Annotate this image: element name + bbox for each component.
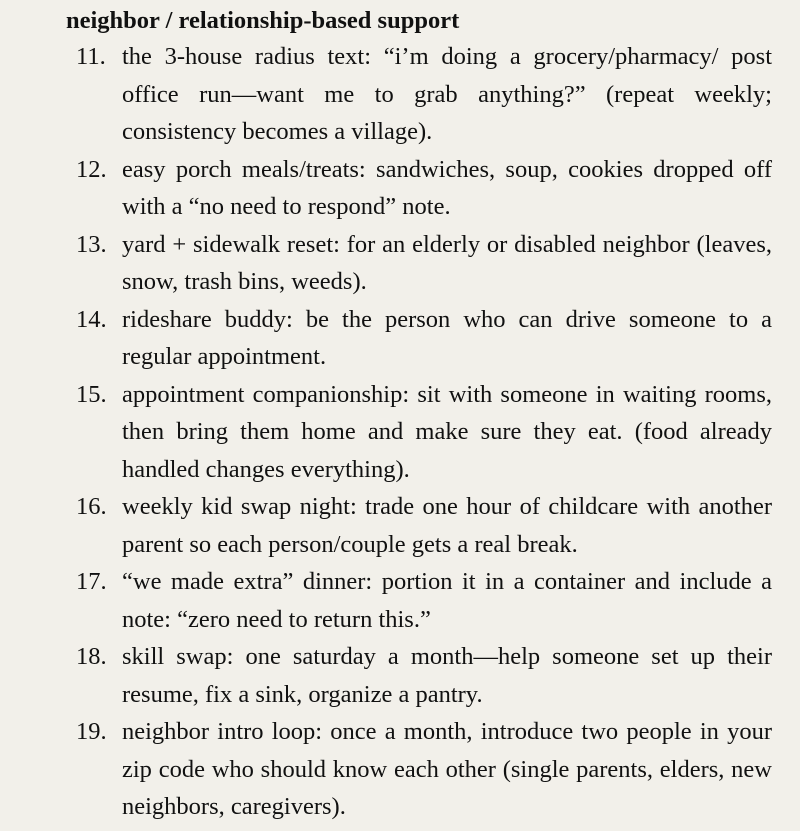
item-number: 15. [76, 380, 107, 408]
item-text: easy porch meals/treats: sandwiches, soup, cookies dropped off with a “no need to respond” note. [122, 155, 772, 220]
list-item [66, 226, 772, 301]
item-number: 14. [76, 305, 107, 333]
item-number: 19. [76, 718, 107, 745]
item-number: 18. [76, 643, 107, 670]
list-item [66, 563, 772, 638]
list-item [66, 301, 772, 376]
item-text: appointment companionship: sit with someone in waiting rooms, then bring them home and make sure they eat. (food already handled changes everything). [122, 380, 772, 483]
item-number: 12. [76, 155, 107, 183]
item-text: “we made extra” dinner: portion it in a container and include a note: “zero need to return this.” [122, 568, 772, 633]
item-number: 13. [76, 230, 107, 258]
item-text: weekly kid swap night: trade one hour of childcare with another parent so each person/couple gets a real break. [122, 493, 772, 558]
item-text: skill swap: one saturday a month—help someone set up their resume, fix a sink, organize a pantry. [122, 643, 772, 708]
section-heading: neighbor / relationship-based support [66, 7, 460, 34]
list-item [66, 151, 772, 226]
list-item [66, 38, 772, 151]
item-number: 11. [76, 43, 106, 70]
item-text: the 3-house radius text: “i’m doing a grocery/pharmacy/ post office run—want me to grab anything?” (repeat weekly; consistency becomes a village). [122, 43, 772, 145]
list-item [66, 638, 772, 713]
support-ideas-list [66, 38, 772, 826]
list-item [66, 488, 772, 563]
item-text: rideshare buddy: be the person who can drive someone to a regular appointment. [122, 305, 772, 370]
list-item [66, 376, 772, 489]
item-text: yard + sidewalk reset: for an elderly or disabled neighbor (leaves, snow, trash bins, weeds). [122, 230, 772, 295]
item-text: neighbor intro loop: once a month, introduce two people in your zip code who should know each other (single parents, elders, new neighbors, caregivers). [122, 718, 772, 820]
list-item [66, 713, 772, 826]
item-number: 16. [76, 493, 107, 520]
item-number: 17. [76, 568, 107, 595]
